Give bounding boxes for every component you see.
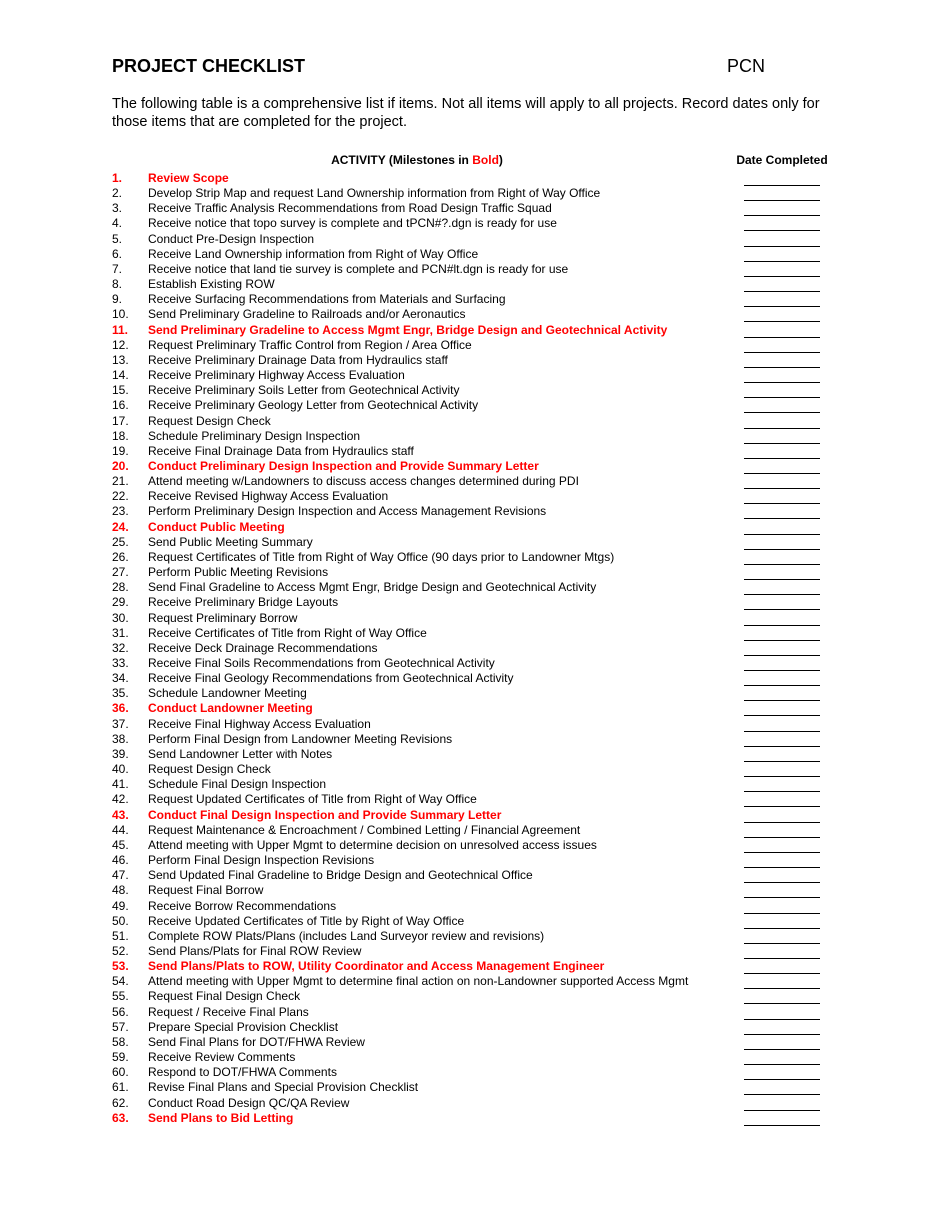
item-number: 30. xyxy=(112,610,129,625)
checklist-row xyxy=(0,732,950,747)
item-activity: Attend meeting with Upper Mgmt to determine final action on non-Landowner supported Access Mgmt xyxy=(148,974,689,989)
checklist-row xyxy=(0,444,950,459)
checklist-row xyxy=(0,717,950,732)
item-activity: Send Public Meeting Summary xyxy=(148,534,313,549)
item-activity: Conduct Preliminary Design Inspection and Provide Summary Letter xyxy=(148,458,539,473)
item-number: 19. xyxy=(112,443,129,458)
item-number: 58. xyxy=(112,1034,129,1049)
intro-paragraph: The following table is a comprehensive list if items. Not all items will apply to all projects. Record dates only for those items that are completed for the project. xyxy=(112,96,820,130)
checklist-row xyxy=(0,929,950,944)
item-activity: Request Preliminary Traffic Control from Region / Area Office xyxy=(148,337,472,352)
checklist-row xyxy=(0,186,950,201)
item-number: 14. xyxy=(112,368,129,383)
item-number: 4. xyxy=(112,216,123,231)
checklist-row xyxy=(0,414,950,429)
date-completed-blank xyxy=(744,1125,820,1126)
checklist-row xyxy=(0,398,950,413)
item-number: 45. xyxy=(112,837,129,852)
checklist-row xyxy=(0,1096,950,1111)
item-activity: Develop Strip Map and request Land Ownership information from Right of Way Office xyxy=(148,186,601,201)
activity-column-header xyxy=(112,153,722,167)
item-activity: Schedule Landowner Meeting xyxy=(148,686,307,701)
checklist-row xyxy=(0,338,950,353)
checklist-row xyxy=(0,550,950,565)
item-number: 32. xyxy=(112,640,129,655)
checklist-row xyxy=(0,201,950,216)
item-activity: Send Plans/Plats to ROW, Utility Coordinator and Access Management Engineer xyxy=(148,959,605,974)
item-activity: Request / Receive Final Plans xyxy=(148,1004,309,1019)
item-activity: Receive Borrow Recommendations xyxy=(148,898,337,913)
item-activity: Send Preliminary Gradeline to Railroads and/or Aeronautics xyxy=(148,307,466,322)
checklist-row xyxy=(0,1005,950,1020)
item-activity: Send Landowner Letter with Notes xyxy=(148,746,333,761)
item-number: 26. xyxy=(112,549,129,564)
checklist-row xyxy=(0,1020,950,1035)
item-activity: Review Scope xyxy=(148,171,229,185)
checklist-row xyxy=(0,914,950,929)
item-number: 31. xyxy=(112,625,129,640)
item-number: 15. xyxy=(112,383,129,398)
item-number: 54. xyxy=(112,974,129,989)
checklist-row xyxy=(0,1035,950,1050)
item-number: 3. xyxy=(112,201,123,216)
item-activity: Perform Preliminary Design Inspection and Access Management Revisions xyxy=(148,504,547,519)
activity-header-prefix: ACTIVITY (Milestones in xyxy=(331,153,473,167)
item-activity: Schedule Preliminary Design Inspection xyxy=(148,428,361,443)
item-activity: Receive Final Geology Recommendations from Geotechnical Activity xyxy=(148,671,514,686)
milestone-row xyxy=(0,323,950,338)
item-number: 63. xyxy=(112,1110,129,1125)
checklist-row xyxy=(0,747,950,762)
checklist-row xyxy=(0,626,950,641)
item-activity: Receive Preliminary Highway Access Evaluation xyxy=(148,368,405,383)
item-number: 18. xyxy=(112,428,129,443)
checklist-row xyxy=(0,823,950,838)
checklist-row xyxy=(0,777,950,792)
item-activity: Send Plans to Bid Letting xyxy=(148,1110,294,1125)
item-number: 40. xyxy=(112,762,129,777)
checklist-row xyxy=(0,641,950,656)
item-number: 55. xyxy=(112,989,129,1004)
checklist-row xyxy=(0,216,950,231)
item-activity: Receive Preliminary Drainage Data from Hydraulics staff xyxy=(148,352,448,367)
checklist-row xyxy=(0,944,950,959)
item-activity: Respond to DOT/FHWA Comments xyxy=(148,1065,337,1080)
item-activity: Receive Preliminary Geology Letter from Geotechnical Activity xyxy=(148,398,479,413)
checklist-row xyxy=(0,974,950,989)
item-number: 20. xyxy=(112,458,129,473)
checklist-row xyxy=(0,307,950,322)
checklist-row xyxy=(0,853,950,868)
activity-header-suffix: ) xyxy=(498,153,503,167)
item-activity: Attend meeting w/Landowners to discuss access changes determined during PDI xyxy=(148,474,579,489)
item-number: 34. xyxy=(112,671,129,686)
checklist-row xyxy=(0,247,950,262)
item-activity: Request Final Design Check xyxy=(148,989,301,1004)
checklist-row xyxy=(0,611,950,626)
item-activity: Receive Certificates of Title from Right of Way Office xyxy=(148,625,427,640)
item-number: 28. xyxy=(112,580,129,595)
milestone-row xyxy=(0,1111,950,1126)
item-number: 62. xyxy=(112,1095,129,1110)
item-activity: Receive Revised Highway Access Evaluation xyxy=(148,489,389,504)
checklist-row xyxy=(0,1080,950,1095)
item-activity: Receive Preliminary Bridge Layouts xyxy=(148,595,339,610)
item-number: 33. xyxy=(112,656,129,670)
checklist-row xyxy=(0,368,950,383)
checklist-row xyxy=(0,671,950,686)
item-number: 46. xyxy=(112,853,129,868)
item-activity: Establish Existing ROW xyxy=(148,277,275,292)
milestone-row xyxy=(0,959,950,974)
item-activity: Request Maintenance & Encroachment / Combined Letting / Financial Agreement xyxy=(148,822,581,837)
item-number: 11. xyxy=(112,322,129,337)
item-activity: Prepare Special Provision Checklist xyxy=(148,1019,339,1034)
item-activity: Receive Traffic Analysis Recommendations from Road Design Traffic Squad xyxy=(148,201,552,216)
checklist-row xyxy=(0,489,950,504)
checklist-row xyxy=(0,838,950,853)
checklist-row xyxy=(0,868,950,883)
milestone-row xyxy=(0,459,950,474)
item-activity: Schedule Final Design Inspection xyxy=(148,777,327,792)
checklist-row xyxy=(0,504,950,519)
item-number: 13. xyxy=(112,352,129,367)
item-activity: Send Preliminary Gradeline to Access Mgmt Engr, Bridge Design and Geotechnical Activity xyxy=(148,322,668,337)
item-activity: Conduct Landowner Meeting xyxy=(148,701,313,716)
item-activity: Send Updated Final Gradeline to Bridge Design and Geotechnical Office xyxy=(148,868,533,883)
item-number: 43. xyxy=(112,807,129,822)
item-activity: Revise Final Plans and Special Provision Checklist xyxy=(148,1080,419,1095)
item-number: 9. xyxy=(112,292,123,307)
page-title: PROJECT CHECKLIST xyxy=(112,56,306,76)
item-activity: Receive Updated Certificates of Title by Right of Way Office xyxy=(148,913,465,928)
item-number: 1. xyxy=(112,171,123,185)
item-number: 12. xyxy=(112,337,129,352)
item-number: 47. xyxy=(112,868,129,883)
checklist-row xyxy=(0,262,950,277)
checklist-row xyxy=(0,535,950,550)
checklist-row xyxy=(0,292,950,307)
item-activity: Receive notice that topo survey is complete and tPCN#?.dgn is ready for use xyxy=(148,216,557,231)
checklist-row xyxy=(0,792,950,807)
checklist-row xyxy=(0,353,950,368)
pcn-label: PCN xyxy=(727,56,766,76)
item-activity: Receive Final Highway Access Evaluation xyxy=(148,716,371,731)
item-number: 6. xyxy=(112,246,123,261)
item-number: 22. xyxy=(112,489,129,504)
item-activity: Perform Final Design from Landowner Meeting Revisions xyxy=(148,731,453,746)
item-number: 50. xyxy=(112,913,129,928)
item-activity: Request Preliminary Borrow xyxy=(148,610,298,625)
item-number: 5. xyxy=(112,231,123,246)
item-number: 52. xyxy=(112,943,129,958)
item-number: 53. xyxy=(112,959,129,974)
checklist-row xyxy=(0,686,950,701)
item-number: 61. xyxy=(112,1080,129,1095)
item-activity: Request Final Borrow xyxy=(148,883,264,898)
item-activity: Receive Final Drainage Data from Hydraulics staff xyxy=(148,443,414,458)
checklist-row xyxy=(0,883,950,898)
milestone-row xyxy=(0,520,950,535)
checklist-row xyxy=(0,429,950,444)
milestone-row xyxy=(0,701,950,716)
item-number: 51. xyxy=(112,928,129,943)
item-activity: Send Final Gradeline to Access Mgmt Engr, Bridge Design and Geotechnical Activity xyxy=(148,580,597,595)
checklist-row xyxy=(0,277,950,292)
checklist-row xyxy=(0,565,950,580)
item-activity: Send Plans/Plats for Final ROW Review xyxy=(148,943,362,958)
checklist-row xyxy=(0,1065,950,1080)
item-activity: Request Design Check xyxy=(148,413,271,428)
date-completed-column-header: Date Completed xyxy=(736,153,828,167)
item-number: 37. xyxy=(112,716,129,731)
item-activity: Request Certificates of Title from Right of Way Office (90 days prior to Landowner Mtgs) xyxy=(148,549,615,564)
item-activity: Conduct Road Design QC/QA Review xyxy=(148,1095,350,1110)
item-number: 10. xyxy=(112,307,129,322)
checklist-row xyxy=(0,383,950,398)
milestone-row xyxy=(0,171,950,186)
item-number: 35. xyxy=(112,686,129,701)
item-activity: Conduct Public Meeting xyxy=(148,519,285,534)
item-number: 44. xyxy=(112,822,129,837)
item-number: 41. xyxy=(112,777,129,792)
item-number: 59. xyxy=(112,1050,129,1065)
item-number: 36. xyxy=(112,701,129,716)
item-number: 25. xyxy=(112,534,129,549)
item-activity: Conduct Pre-Design Inspection xyxy=(148,231,315,246)
checklist-row xyxy=(0,762,950,777)
item-number: 16. xyxy=(112,398,129,413)
item-number: 42. xyxy=(112,792,129,807)
item-number: 38. xyxy=(112,731,129,746)
item-number: 48. xyxy=(112,883,129,898)
checklist-row xyxy=(0,1050,950,1065)
item-activity: Attend meeting with Upper Mgmt to determine decision on unresolved access issues xyxy=(148,837,597,852)
item-number: 56. xyxy=(112,1004,129,1019)
item-number: 7. xyxy=(112,261,123,276)
item-number: 17. xyxy=(112,413,129,428)
item-activity: Request Design Check xyxy=(148,762,271,777)
item-number: 29. xyxy=(112,595,129,610)
item-number: 49. xyxy=(112,898,129,913)
checklist-row xyxy=(0,474,950,489)
checklist-row xyxy=(0,899,950,914)
item-activity: Receive Review Comments xyxy=(148,1050,296,1065)
item-activity: Receive Final Soils Recommendations from Geotechnical Activity xyxy=(148,656,495,670)
item-activity: Conduct Final Design Inspection and Provide Summary Letter xyxy=(148,807,502,822)
item-number: 23. xyxy=(112,504,129,519)
checklist-row xyxy=(0,656,950,671)
item-activity: Receive Land Ownership information from Right of Way Office xyxy=(148,246,479,261)
checklist-row xyxy=(0,989,950,1004)
item-activity: Receive Surfacing Recommendations from Materials and Surfacing xyxy=(148,292,506,307)
item-number: 24. xyxy=(112,519,129,534)
checklist-row xyxy=(0,595,950,610)
item-activity: Receive notice that land tie survey is complete and PCN#lt.dgn is ready for use xyxy=(148,261,569,276)
item-activity: Complete ROW Plats/Plans (includes Land Surveyor review and revisions) xyxy=(148,928,545,943)
checklist-row xyxy=(0,580,950,595)
item-activity: Send Final Plans for DOT/FHWA Review xyxy=(148,1034,365,1049)
item-number: 57. xyxy=(112,1019,129,1034)
item-number: 60. xyxy=(112,1065,129,1080)
item-activity: Receive Deck Drainage Recommendations xyxy=(148,640,378,655)
item-number: 8. xyxy=(112,277,123,292)
item-number: 27. xyxy=(112,565,129,580)
item-number: 21. xyxy=(112,474,129,489)
item-activity: Perform Final Design Inspection Revisions xyxy=(148,853,375,868)
milestone-row xyxy=(0,808,950,823)
item-activity: Request Updated Certificates of Title from Right of Way Office xyxy=(148,792,477,807)
checklist-table xyxy=(0,171,950,1126)
item-activity: Perform Public Meeting Revisions xyxy=(148,565,329,580)
item-number: 39. xyxy=(112,746,129,761)
checklist-row xyxy=(0,232,950,247)
item-number: 2. xyxy=(112,186,123,201)
item-activity: Receive Preliminary Soils Letter from Geotechnical Activity xyxy=(148,383,460,398)
activity-header-bold-word: Bold xyxy=(472,153,499,167)
